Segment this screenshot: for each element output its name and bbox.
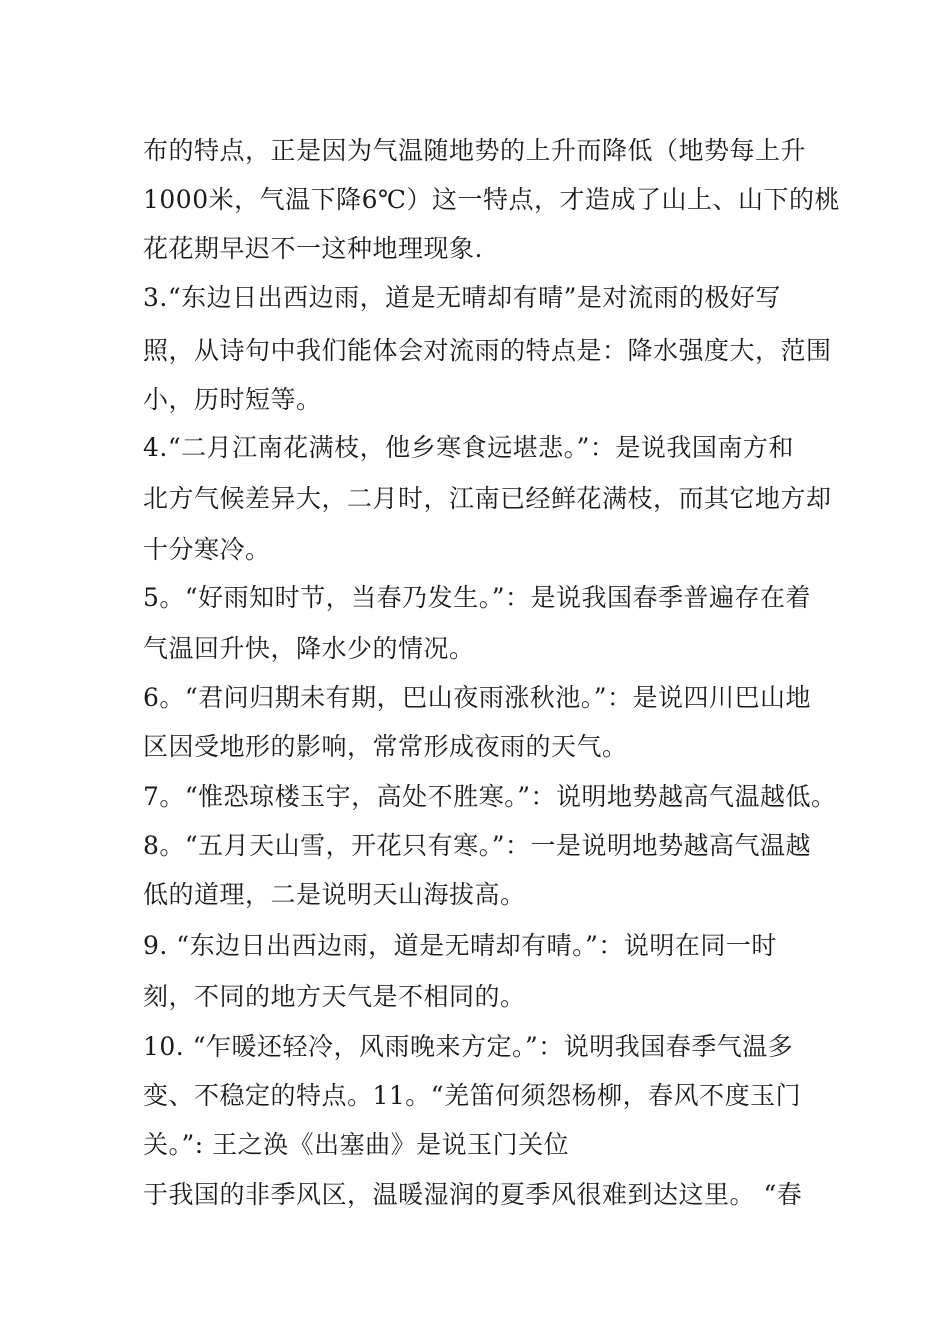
text-line: 花花期早迟不一这种地理现象. [143, 234, 483, 263]
text-line: 3.“东边日出西边雨，道是无晴却有晴”是对流雨的极好写 [143, 283, 781, 312]
text-line: 低的道理，二是说明天山海拔高。 [143, 880, 526, 909]
text-line: 6。“君问归期未有期，巴山夜雨涨秋池。”：是说四川巴山地 [143, 683, 811, 712]
text-line: 关。”: 王之涣《出塞曲》是说玉门关位 [143, 1130, 570, 1159]
text-line: 5。“好雨知时节，当春乃发生。”：是说我国春季普遍存在着 [143, 583, 811, 612]
text-line: 布的特点，正是因为气温随地势的上升而降低（地势每上升 [143, 136, 807, 165]
text-line: 1000米，气温下降6℃）这一特点，才造成了山上、山下的桃 [143, 185, 840, 214]
text-line: 7。“惟恐琼楼玉宇，高处不胜寒。”：说明地势越高气温越低。 [143, 782, 837, 811]
text-line: 变、不稳定的特点。11。“羌笛何须怨杨柳，春风不度玉门 [143, 1081, 802, 1110]
text-line: 4.“二月江南花满枝，他乡寒食远堪悲。”：是说我国南方和 [143, 433, 794, 462]
text-line: 照，从诗句中我们能体会对流雨的特点是：降水强度大，范围 [143, 336, 832, 365]
text-line: 十分寒冷。 [143, 535, 271, 564]
text-line: 北方气候差异大，二月时，江南已经鲜花满枝，而其它地方却 [143, 484, 832, 513]
text-line: 刻，不同的地方天气是不相同的。 [143, 982, 526, 1011]
text-line: 于我国的非季风区，温暖湿润的夏季风很难到达这里。 “春 [143, 1180, 803, 1209]
text-line: 小，历时短等。 [143, 385, 322, 414]
text-line: 气温回升快，降水少的情况。 [143, 634, 475, 663]
text-line: 8。“五月天山雪，开花只有寒。”：一是说明地势越高气温越 [143, 831, 811, 860]
text-line: 区因受地形的影响，常常形成夜雨的天气。 [143, 732, 628, 761]
text-line: 9. “东边日出西边雨，道是无晴却有晴。”：说明在同一时 [143, 931, 777, 960]
text-line: 10. “乍暖还轻冷，风雨晚来方定。”：说明我国春季气温多 [143, 1032, 794, 1061]
